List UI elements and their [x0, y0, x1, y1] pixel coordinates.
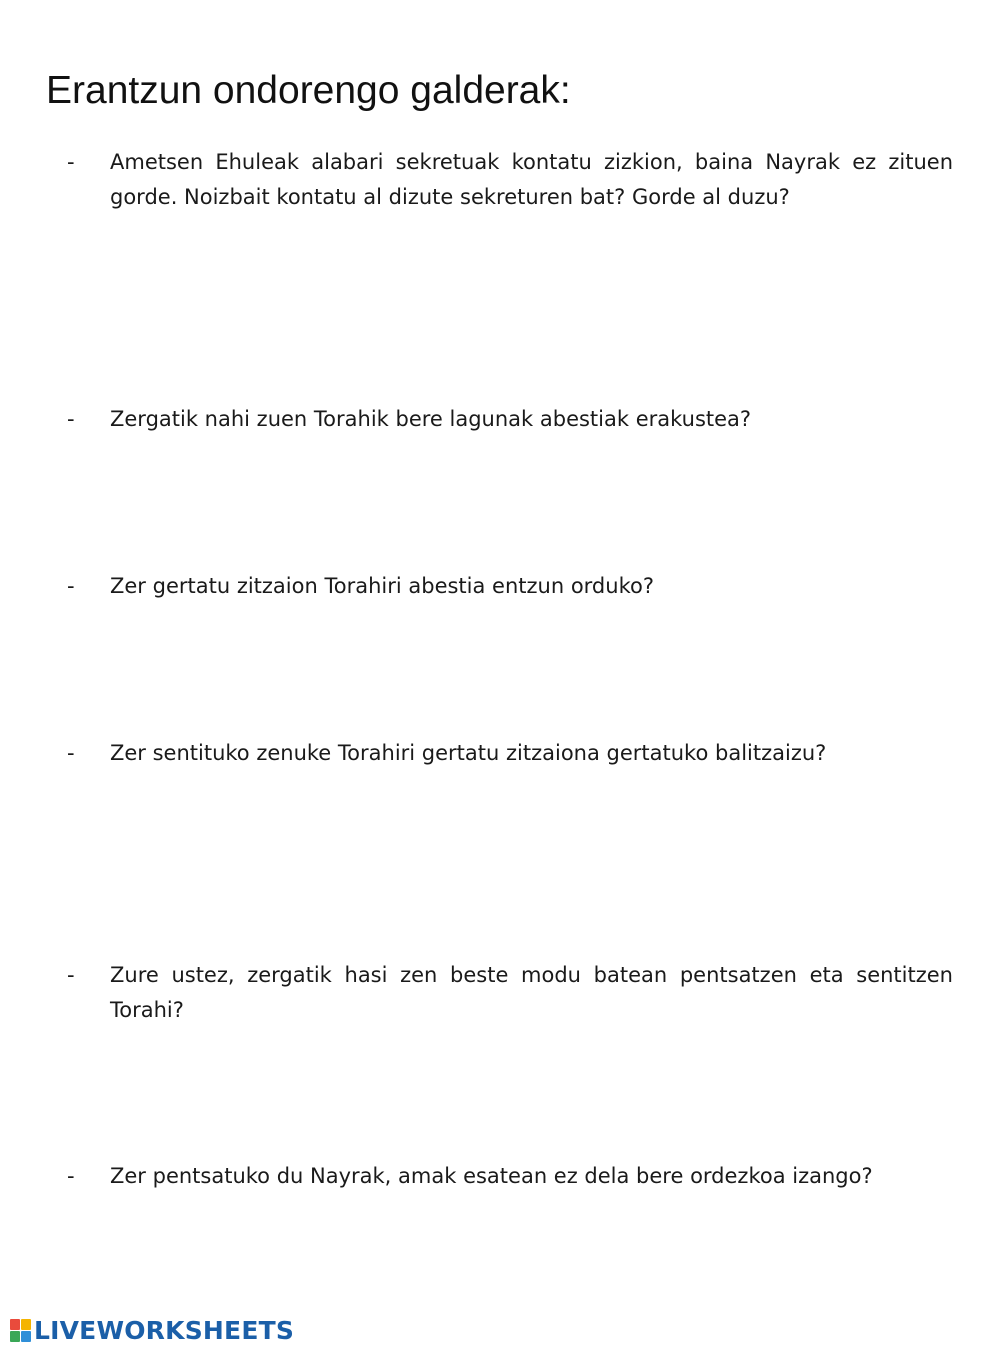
question-text: Ametsen Ehuleak alabari sekretuak kontatu zizkion, baina Nayrak ez zituen gorde. Noizbait kontatu al dizute sekreturen bat? Gorde al duzu?	[110, 150, 953, 209]
bullet-dash: -	[67, 963, 75, 987]
page-title: Erantzun ondorengo galderak:	[46, 69, 571, 112]
bullet-dash: -	[67, 150, 75, 174]
question-text: Zer gertatu zitzaion Torahiri abestia entzun orduko?	[110, 574, 654, 598]
question-text: Zure ustez, zergatik hasi zen beste modu batean pentsatzen eta sentitzen Torahi?	[110, 963, 953, 1022]
question-text: Zergatik nahi zuen Torahik bere lagunak abestiak erakustea?	[110, 407, 752, 431]
bullet-dash: -	[67, 407, 75, 431]
liveworksheets-logo-icon	[10, 1319, 32, 1343]
liveworksheets-logo[interactable]	[10, 1316, 294, 1346]
bullet-dash: -	[67, 741, 75, 765]
question-text: Zer pentsatuko du Nayrak, amak esatean ez dela bere ordezkoa izango?	[110, 1164, 873, 1188]
logo-text: LIVEWORKSHEETS	[34, 1316, 295, 1345]
bullet-dash: -	[67, 574, 75, 598]
question-text: Zer sentituko zenuke Torahiri gertatu zitzaiona gertatuko balitzaizu?	[110, 741, 827, 765]
bullet-dash: -	[67, 1164, 75, 1188]
